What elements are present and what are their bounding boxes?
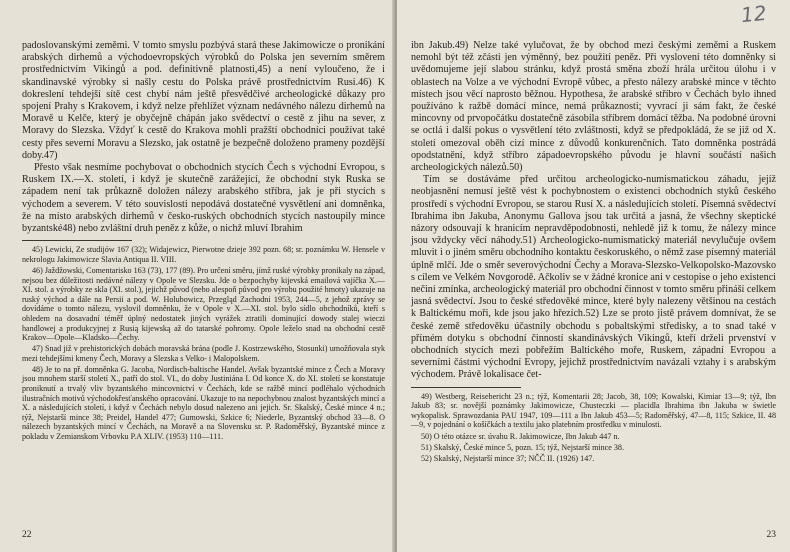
footnote: 48) Je to na př. domněnka G. Jacoba, Nordisch-baltische Handel. Avšak byzantské mince z Čech a Moravy jsou mnohem starší století X., patří do stol. VI., do doby Justiniána I. Od konce X. do XI. století se konstatuje proniknutí a trvalý vliv byzantského mincovnictví v Čechách, kde se ražbě mincí podléhalo východních ilustračních motivů východokřesťanského opracování. Ukazuje to na nepochybnou znalost byzantských mincí a X. a následujících století, i když v Čechách nebylo dosud nalezeno ani jejich. Sr. Skalský, České mince 4 n.; týž, Nejstarší mince 38; Preidel, Handel 477; Gumowski, Szkice 6; Niederle, Byzantský obchod 33—8. O nálezech byzantských mincí v Čechách, na Moravě a na Slovensku sr. P. Radoměřský, Byzantské mince z pokladu v Zemianskom Vrbovku P.A XLIV. (1953) 110—111.	[22, 364, 385, 442]
footnote: 50) O této otázce sr. úvahu R. Jakimowicze, Ibn Jakub 447 n.	[421, 431, 620, 441]
right-paragraph: Tím se dostáváme před určitou archeologicko-numismatickou záhadu, jejíž neobjasnění nemusí ještě vést k pochybnostem o existenci obchodních styků českého prostředí s východní Evropou, se starou Rusí X. a následujících století. Písemná svědectví Ibrahima ibn Jakuba, Anonymu Gallova jsou tak určitá a jasná, že všechny skeptické názory odsouvají k hranicím nepravděpodobnosti, nehledě již k tomu, že nálezy mince jsou vždycky věcí náhody.51) Archeologicko-numismatický materiál nevylučuje ovšem mluvit i o jiném směru obchodního kontaktu českoruského, o němž zase písemný materiál úplně mlčí. Jde o směr severovýchodní Čechy a Morava-Slezsko-Velkopolsko-Mazovsko s cílem ve Velkém Novgorodě. Ačkoliv se v žádné kronice ani v cestopise o jeho existenci nečiní zmínka, archeologický materiál pro obchodní činnost v tomto směru přináší celkem jasná svědectví. Jsou to české středověké mince, které byly nalezeny většinou na cestách k Baltickému moři, kde jsou jako hřezích.52) Lze se proto jistě právem domnívat, že se české země středověku účastnily obchodu s pobaltskými středisky, a to snad také v přímém dotyku s obchodní činností skandinávských Vikingů, kteří drželi prvenství v obchodních stycích mezi pobřežím Baltického moře, Ruskem, západní Evropou a severními částmi východní Evropy, jejichž prostřednictvím navázali vztahy i s arabským východem. Právě lokalisace čet-	[411, 174, 776, 381]
footnote: 51) Skalský, České mince 5, pozn. 15; týž, Nejstarší mince 38.	[421, 442, 624, 452]
right-page	[397, 0, 790, 552]
left-footnotes	[22, 245, 385, 441]
footnote: 52) Skalský, Nejstarší mince 37; NČČ II. (1926) 147.	[421, 453, 595, 463]
pencil-mark: 12	[739, 0, 768, 28]
footnote: 45) Lewicki, Ze studijów 167 (32); Widajewicz, Pierwotne dzieje 392 pozn. 68; sr. poznámku W. Hensele v nekrologu Jakimowicze Slavia Antiqua II. VIII.	[22, 245, 385, 264]
right-paragraph: ibn Jakub.49) Nelze také vylučovat, že by obchod mezi českými zeměmi a Ruskem nemohl být též zčásti jen výměnný, bez použití peněz. Při vyslovení této domněnky si uvědomujeme její slabou stránku, když prostá směna zboží hrála určitou úlohu i v oblastech na Volze a ve východní Evropě vůbec, a přesto nálezy arabské mince v těchto místech jsou věcí naprosto běžnou. Hypothesa, že arabské stříbro v Čechách bylo ihned používáno k ražbě domácí mince, nemá průkaznosti; vyvrací ji sám fakt, že české mincovny od prvopočátku dostatečně zásobila stříbrem domácí těžba. Na podobné úrovni se octlá i další pokus o vysvětlení této zvláštnosti, když se předpokládá, že se již od X. století omezoval oběh cizí mince z důvodů konkurenčních. Tato domněnka postrádá opodstatnění, když stříbro západoevropského původu je hlavní součástí našich archeologických nálezů.50)	[411, 40, 776, 174]
page-number: 22	[22, 530, 32, 540]
footnote: 46) Jaždžowski, Comentarisko 163 (73), 177 (89). Pro určení směru, jímž ruské výrobky pronikaly na západ, nejsou bez důležitosti nedávné nálezy v Opole ve Slezsku. Jde o bezpochyby kijevská emailová vajíčka X.—XI. stol. a výrobky ze skla (XI. stol.), jejichž původ (nebo alespoň původ pro výrobu použité hmoty) ukazuje na ruský východ a dále na Persii a pod. W. Holubowicz, Przegląd Zachodni 1953, 244—5, z jehož zprávy se dovídáme o tomto nálezu, vyslovil domněnku, že v Opole v X.—XI. stol. bylo sídlo obchodníků, kteří s ohledem na dosavadní téměř úplný nedostatek jiných vyrážek ztratili dominující dowody stalej wieczi handlowej a produkcyjnej z Rusią kijewską až do tatarské pohromy. Opole leželo snad na obchodní cestě Krakov—Opole—Kladsko—Čechy.	[22, 265, 385, 343]
right-body-text	[411, 40, 776, 382]
left-paragraph: Přesto však nesmíme pochybovat o obchodních stycích Čech s východní Evropou, s Ruskem IX.—X. století, i když je skutečně zarážející, že obchodní styk Ruska se západem není tak průkazně doložen nálezy arabského stříbra, jak je při stycích s východem a severem. V této souvislosti nepodává dostatečné vysvětlení ani domněnka, že na místo arabských dirhemů v česko-ruských obchodních stycích nastoupily mince byzantské48) nebo zvláštní druh peněz z kůže, o nichž mluví Ibrahim	[22, 162, 385, 235]
left-paragraph: padoslovanskými zeměmi. V tomto smyslu pozbývá stará these Jakimowicze o pronikání arabských dirhemů a východoevropských výrobků do Polska jen severním směrem prostřednictvím Vikingů a pod. definitivně platnosti,45) a není vyloučeno, že i skandinavské výrobky si našly cestu do Polska právě prostřednictvím Rusi.46) K dokreslení tehdejší sítě cest chybí nám ještě přesvědčivé archeologické důkazy pro spojení Prahy s Krakovem, i když nelze přehlížet význam nedávného nálezu dirhemů na Moravě u Kelče, který je obyčejně chápán jako svědectví o cestě z jihu na sever, z Moravy do Slezska. Vždyť k cestě do Krakova mohli pražští obchodníci používat také cesty přes severní Moravu a Slezsko, jak ostatně je bezpečně doloženo prameny pozdější doby.47)	[22, 40, 385, 161]
footnote: 49) Westberg, Reisebericht 23 n.; týž, Komentarii 28; Jacob, 38, 109; Kowalski, Kimiar 13—9; týž, Ibn Jakub 83; sr. novější poznámky Jakimowicze, Chusteczki — placidla Ibrahima ibn Jakuba w świetle wykopalisk. Sprawozdania PAU 1947, 109—111 a Ibn Jakub 453—5; Radoměřský, 47—8, 115; Szkice, II. 48—9, v pojednání o košíčkách a textilu jako platebním prostředku v minulosti.	[411, 391, 776, 430]
footnote: 47) Snad již v prehistorických dobách moravská brána (podle J. Kostrzewského, Stosunki) umožňovala styk mezi tehdejšími kmeny Čech, Moravy a Slezska s Velko- i Malopolskem.	[22, 344, 385, 363]
footnote-divider	[411, 387, 521, 388]
page-number: 23	[766, 530, 776, 540]
footnote-divider	[22, 240, 132, 241]
right-footnotes	[411, 392, 776, 464]
left-body-text	[22, 40, 385, 235]
